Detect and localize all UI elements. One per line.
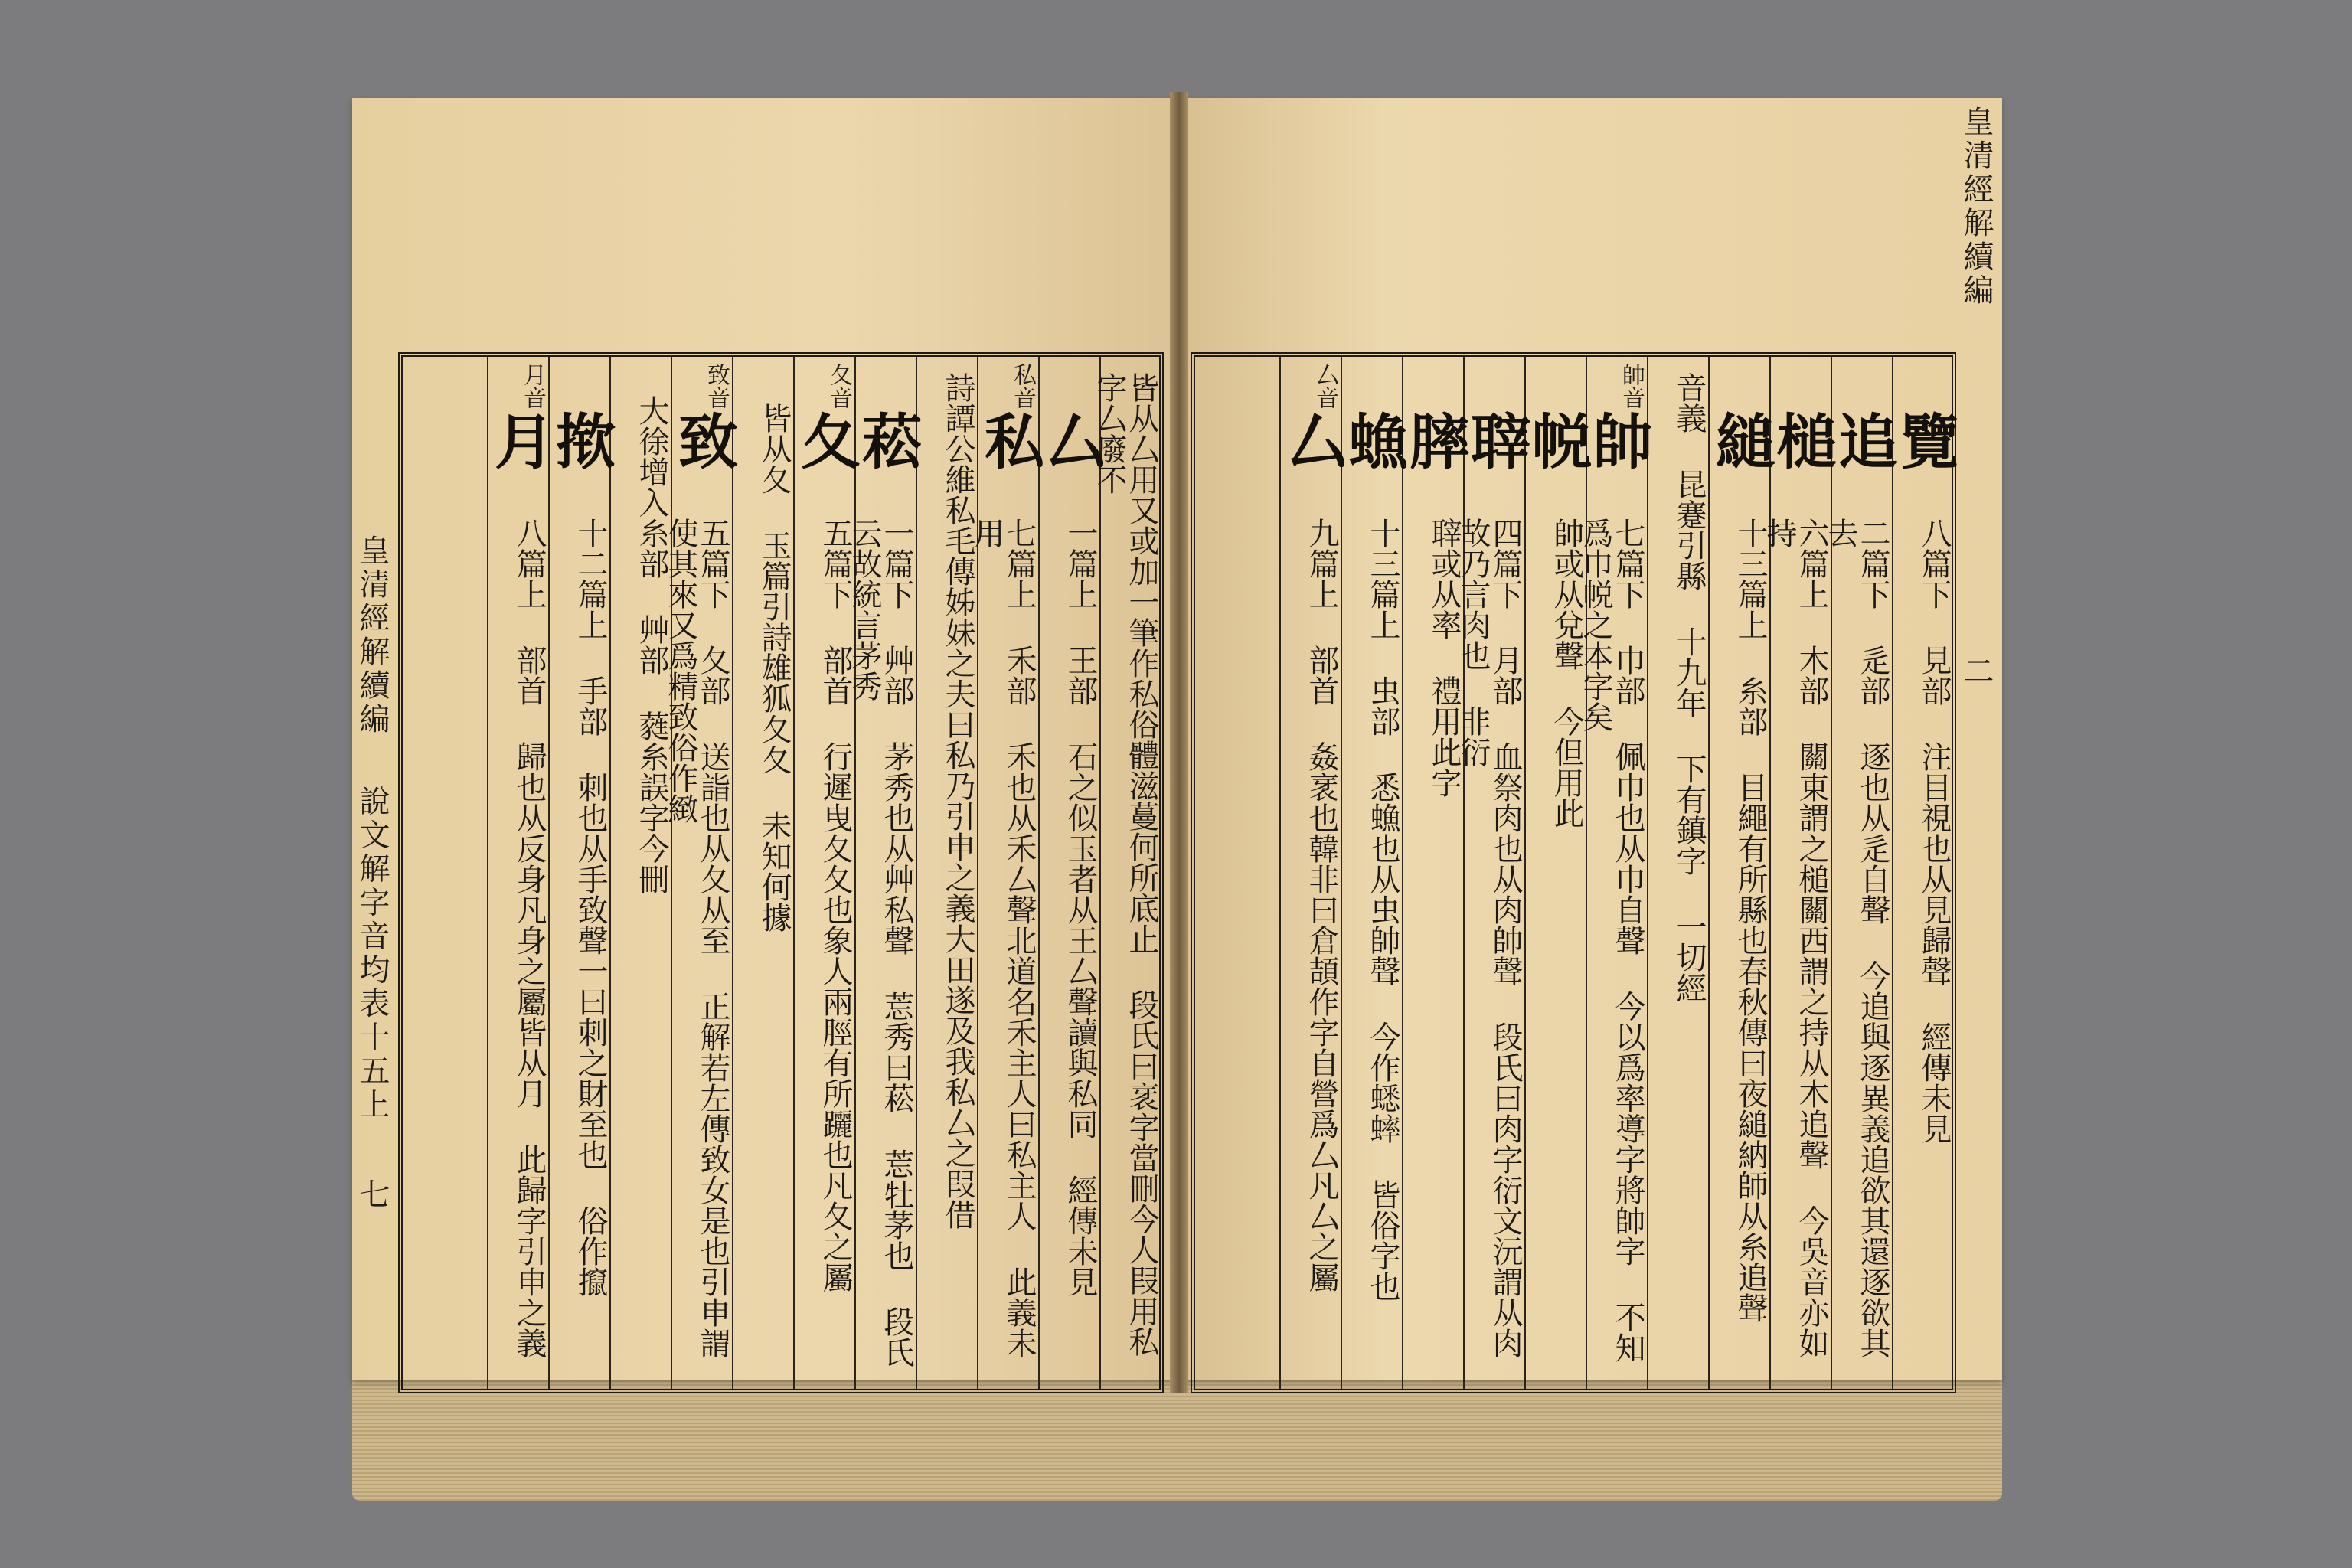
col-head: 帥	[1583, 410, 1653, 470]
col-head: 追	[1828, 410, 1898, 470]
col-gloss: 音義 昆蹇引縣 十九年 下有鎮字 一切經	[1671, 372, 1707, 1003]
book-gutter	[1170, 92, 1188, 1393]
col-head: 菘	[852, 410, 922, 470]
left-col-4	[916, 357, 977, 1389]
col-gloss: 皆从厶用又或加一筆作私俗體滋蔓何所底止 段氏曰衺字當刪今人叚用私字厶廢不	[1092, 372, 1159, 1357]
col-head: 月	[485, 410, 554, 470]
col-gloss: 七篇下 巾部 佩巾也从巾自聲 今以爲率導字將帥字 不知爲巾帨之本字矣	[1578, 518, 1645, 1363]
left-margin-title	[352, 534, 394, 1377]
right-col-2	[1823, 357, 1898, 1389]
right-margin-title	[1956, 106, 1998, 1024]
col-gloss: 詩譚公維私毛傳姊妹之夫曰私乃引申之義大田遂及我私厶之叚借	[940, 372, 975, 1230]
right-col-11	[1277, 357, 1347, 1389]
col-above: 私音	[1009, 363, 1036, 409]
col-gloss: 帥或从兌聲 今但用此	[1549, 518, 1584, 828]
col-gloss: 一篇下 艸部 茅秀也从艸私聲 莣秀曰菘 莣牡茅也 段氏云故統言茅秀	[847, 518, 914, 1367]
col-head: 槌	[1767, 410, 1837, 470]
right-folio: 二	[1958, 655, 1994, 689]
right-col-10	[1338, 357, 1408, 1389]
col-gloss: 八篇下 見部 注目視也从見歸聲 經傳未見	[1916, 518, 1952, 1144]
left-col-10	[546, 357, 616, 1389]
left-running-title: 說文解字音均表十五上	[354, 785, 390, 1122]
col-head: 縋	[1706, 410, 1775, 470]
col-gloss: 七篇上 禾部 禾也从禾厶聲北道名禾主人曰私主人 此義未用	[969, 518, 1037, 1358]
col-gloss: 䏁或从率 禮用此字	[1426, 518, 1462, 798]
col-gloss: 十三篇上 虫部 悉䗨也从虫帥聲 今作蟋蟀 皆俗字也	[1365, 518, 1400, 1302]
left-col-8	[663, 357, 738, 1389]
col-above: 帥音	[1618, 363, 1645, 409]
col-head: 厶	[1277, 410, 1347, 470]
col-head: 夂	[791, 410, 861, 470]
right-text-block	[1191, 352, 1959, 1393]
col-gloss: 五篇下 部首 行遲曳夂夂也象人兩脛有所躧也凡夂之屬	[818, 518, 853, 1292]
col-head: 致	[668, 410, 738, 470]
left-col-3	[969, 357, 1044, 1389]
col-head: 厶	[1036, 410, 1106, 470]
col-gloss: 大徐增入糸部 艸部 蕤糸誤字今刪	[634, 395, 669, 894]
right-margin-title-text: 皇清經解續編	[1958, 106, 1994, 308]
col-gloss: 十二篇上 手部 刺也从手致聲一曰刺之財至也 俗作攛	[573, 518, 608, 1297]
col-gloss: 六篇上 木部 關東謂之槌關西謂之持从木追聲 今吳音亦如持	[1762, 518, 1829, 1358]
left-col-5	[847, 357, 922, 1389]
col-head: 覽	[1890, 410, 1959, 470]
col-gloss: 十三篇上 糸部 目繩有所縣也春秋傳曰夜縋納師从糸追聲	[1733, 518, 1768, 1323]
col-head: 私	[975, 410, 1044, 470]
left-col-11	[485, 357, 554, 1389]
col-gloss: 八篇上 部首 歸也从反身凡身之屬皆从月 此歸字引申之義	[511, 518, 547, 1358]
col-head: 䗨	[1338, 410, 1408, 470]
right-col-7	[1522, 357, 1592, 1389]
right-col-5	[1647, 357, 1708, 1389]
col-gloss: 九篇上 部首 姦衺也韓非曰倉頡作字自營爲厶凡厶之屬	[1304, 518, 1339, 1292]
col-gloss: 一篇上 王部 石之似玉者从王厶聲讀與私同 經傳未見	[1063, 518, 1098, 1297]
right-col-1	[1890, 357, 1959, 1389]
left-text-block	[398, 352, 1164, 1393]
col-head: 膟	[1400, 410, 1469, 470]
left-col-2	[1036, 357, 1106, 1389]
col-above: 厶音	[1312, 363, 1338, 409]
right-col-9	[1400, 357, 1469, 1389]
col-gloss: 四篇下 月部 血祭肉也从肉帥聲 段氏曰肉字衍文沅謂从肉故乃言肉也 非衍	[1455, 518, 1523, 1358]
col-head: 䏁	[1461, 410, 1530, 470]
col-above: 夂音	[825, 363, 852, 409]
col-head: 揿	[546, 410, 616, 470]
col-above: 致音	[703, 363, 730, 409]
col-gloss: 二篇下 辵部 逐也从辵自聲 今追與逐異義追欲其還逐欲其去	[1823, 518, 1890, 1358]
right-col-4	[1706, 357, 1775, 1389]
col-gloss: 五篇下 夂部 送詣也从夂从至 正解若左傳致女是也引申謂使其來又爲精致俗作緻	[663, 518, 730, 1358]
book-spread	[352, 92, 2002, 1501]
left-folio: 七	[354, 1178, 390, 1212]
left-col-7	[732, 357, 793, 1389]
left-margin-title-text: 皇清經解續編	[354, 534, 390, 737]
left-col-9	[609, 357, 671, 1389]
col-above: 月音	[519, 363, 546, 409]
right-col-6	[1578, 357, 1653, 1389]
left-col-6	[791, 357, 861, 1389]
left-col-1	[1092, 357, 1161, 1389]
right-col-3	[1762, 357, 1837, 1389]
right-col-8	[1455, 357, 1530, 1389]
col-gloss: 皆从夂 玉篇引詩雄狐夂夂 未知何據	[756, 403, 792, 933]
col-head: 帨	[1522, 410, 1592, 470]
